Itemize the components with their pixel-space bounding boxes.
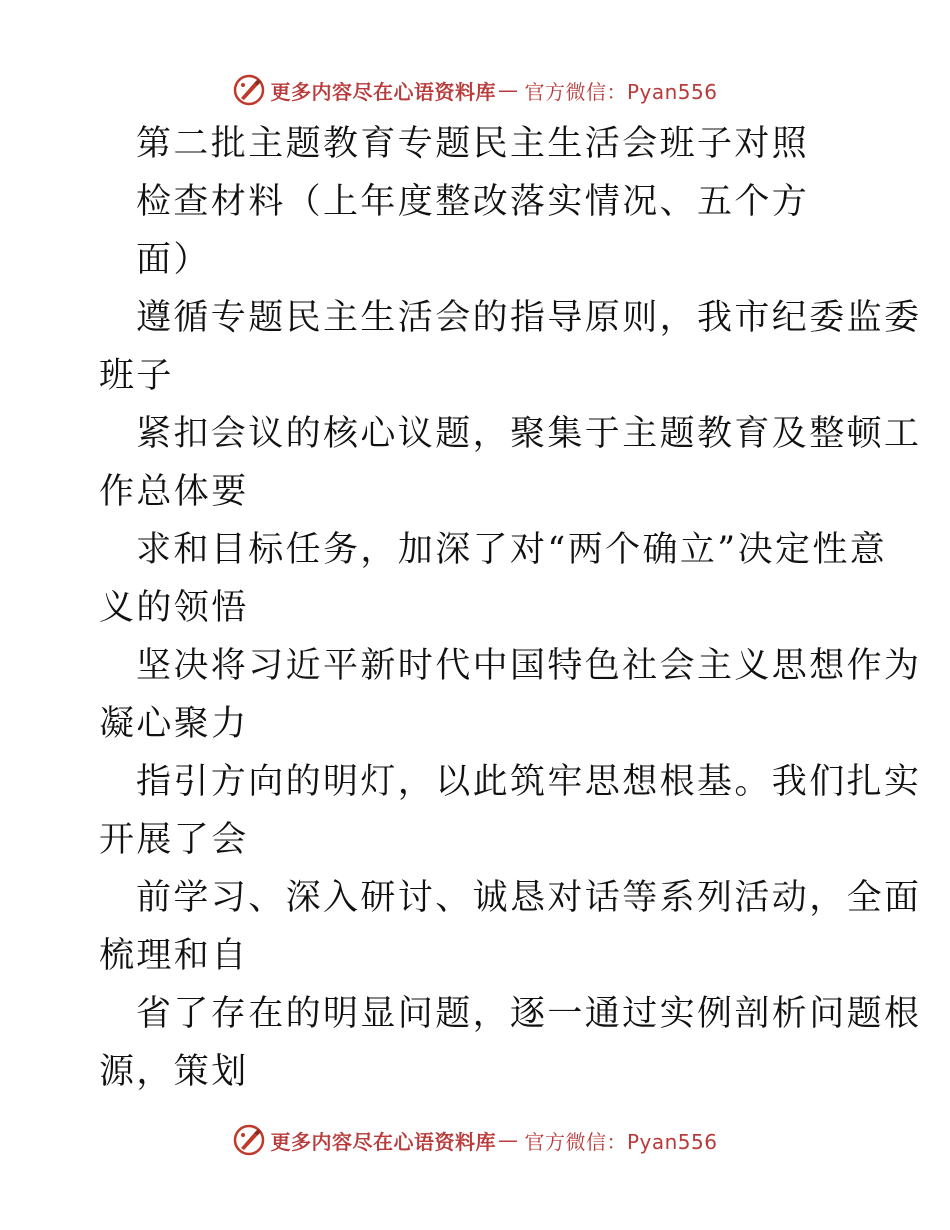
banner-contact: 官方微信：Pyan556 bbox=[524, 79, 718, 104]
body-line: 坚决将习近平新时代中国特色社会主义思想作为 bbox=[136, 646, 922, 686]
body-line: 省了存在的明显问题，逐一通过实例剖析问题根 bbox=[136, 994, 922, 1034]
pen-logo-icon bbox=[232, 73, 266, 107]
body-line: 义的领悟 bbox=[99, 588, 249, 628]
banner-title: 更多内容尽在心语资料库 bbox=[270, 79, 496, 104]
body-line: 前学习、深入研讨、诚恳对话等系列活动，全面 bbox=[136, 878, 922, 918]
pen-logo-icon bbox=[232, 1123, 266, 1157]
banner-dash: — bbox=[497, 78, 519, 102]
body-line: 遵循专题民主生活会的指导原则，我市纪委监委 bbox=[136, 298, 922, 338]
footer-watermark-banner bbox=[0, 1120, 950, 1160]
body-line: 开展了会 bbox=[99, 820, 249, 860]
title-line-3: 面） bbox=[136, 240, 211, 280]
body-line: 班子 bbox=[99, 356, 174, 396]
body-line: 源，策划 bbox=[99, 1052, 249, 1092]
header-watermark-banner bbox=[0, 70, 950, 110]
banner-title: 更多内容尽在心语资料库 bbox=[270, 1129, 496, 1154]
title-line-1: 第二批主题教育专题民主生活会班子对照 bbox=[136, 124, 810, 164]
body-line: 梳理和自 bbox=[99, 936, 249, 976]
body-line: 求和目标任务，加深了对“两个确立”决定性意 bbox=[136, 530, 888, 570]
body-line: 指引方向的明灯，以此筑牢思想根基。我们扎实 bbox=[136, 762, 922, 802]
body-line: 凝心聚力 bbox=[99, 704, 249, 744]
title-line-2: 检查材料（上年度整改落实情况、五个方 bbox=[136, 182, 810, 222]
body-line: 紧扣会议的核心议题，聚集于主题教育及整顿工 bbox=[136, 414, 922, 454]
banner-dash: — bbox=[497, 1128, 519, 1152]
body-line: 作总体要 bbox=[99, 472, 249, 512]
banner-contact: 官方微信：Pyan556 bbox=[524, 1129, 718, 1154]
